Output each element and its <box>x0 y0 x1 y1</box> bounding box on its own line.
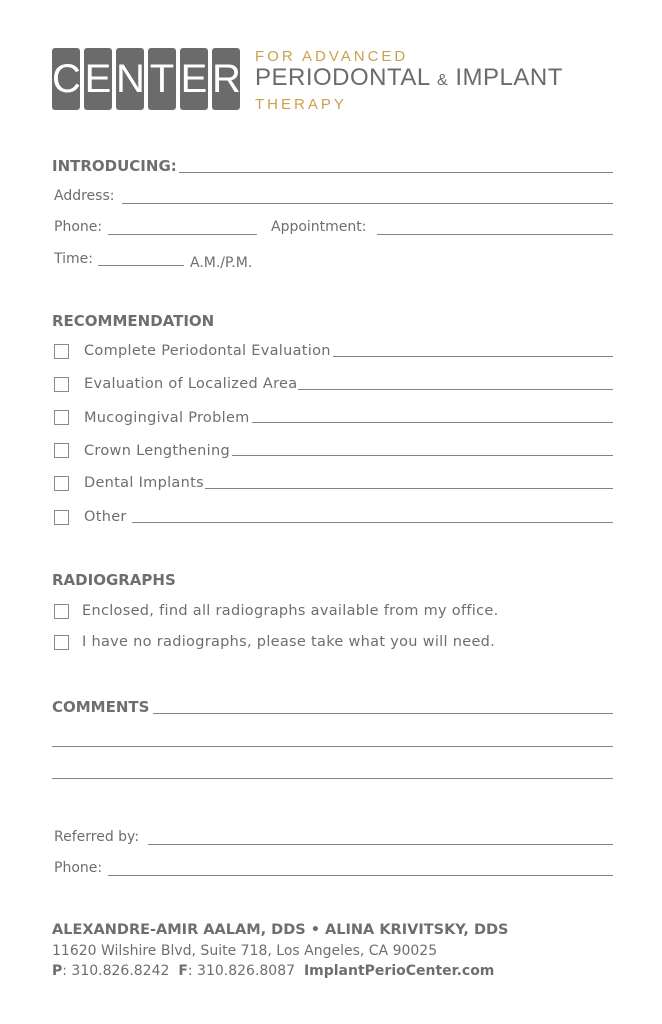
logo-letter: R <box>212 48 240 110</box>
checkbox-no-radiographs[interactable] <box>54 635 69 650</box>
introducing-field[interactable] <box>179 172 613 173</box>
referred-by-label: Referred by: <box>54 829 140 845</box>
footer-website-link[interactable]: ImplantPerioCenter.com <box>303 963 495 979</box>
logo-letter: T <box>148 48 176 110</box>
checkbox-localized-area[interactable] <box>54 377 69 392</box>
checkbox-crown-lengthening[interactable] <box>54 443 69 458</box>
checkbox-radiographs-enclosed[interactable] <box>54 604 69 619</box>
logo <box>52 48 244 110</box>
checkbox-mucogingival[interactable] <box>54 410 69 425</box>
radiographs-enclosed-label: Enclosed, find all radiographs available from my office. <box>82 603 499 619</box>
option-other-label: Other <box>84 509 127 525</box>
logo-tagline-implant: IMPLANT <box>455 64 563 91</box>
comments-field-line-3[interactable] <box>52 778 613 779</box>
referral-phone-field[interactable] <box>108 875 613 876</box>
logo-letter: E <box>180 48 208 110</box>
fax-prefix: F <box>178 963 188 979</box>
footer-phone: : 310.826.8242 <box>62 963 170 979</box>
option-dental-implants-label: Dental Implants <box>84 475 204 491</box>
comments-heading: COMMENTS <box>52 698 150 716</box>
footer-contact <box>52 963 494 979</box>
logo-tagline-amp: & <box>437 72 449 89</box>
logo-tagline-2 <box>255 64 563 92</box>
address-field[interactable] <box>122 203 613 204</box>
ampm-label: A.M./P.M. <box>190 255 253 271</box>
footer-doctors: ALEXANDRE-AMIR AALAM, DDS • ALINA KRIVITSKY, DDS <box>52 922 509 938</box>
address-label: Address: <box>54 188 115 204</box>
no-radiographs-label: I have no radiographs, please take what you will need. <box>82 634 496 650</box>
option-mucogingival-label: Mucogingival Problem <box>84 410 250 426</box>
footer-fax: : 310.826.8087 <box>187 963 296 979</box>
time-label: Time: <box>54 251 93 267</box>
option-mucogingival-field[interactable] <box>252 422 613 423</box>
introducing-heading: INTRODUCING: <box>52 157 177 175</box>
option-crown-lengthening-field[interactable] <box>232 455 613 456</box>
phone-prefix: P <box>52 963 63 979</box>
phone-field[interactable] <box>108 234 257 235</box>
logo-tagline-periodontal: PERIODONTAL <box>255 64 430 91</box>
appointment-label: Appointment: <box>271 219 367 235</box>
referred-by-field[interactable] <box>148 844 613 845</box>
logo-tagline-1: FOR ADVANCED <box>255 48 409 65</box>
option-dental-implants-field[interactable] <box>205 488 613 489</box>
option-other-field[interactable] <box>132 522 613 523</box>
option-localized-area-label: Evaluation of Localized Area <box>84 376 298 392</box>
logo-letter: E <box>84 48 112 110</box>
recommendation-heading: RECOMMENDATION <box>52 312 215 330</box>
option-periodontal-evaluation-field[interactable] <box>333 356 613 357</box>
logo-letter: C <box>52 48 80 110</box>
footer-address: 11620 Wilshire Blvd, Suite 718, Los Angeles, CA 90025 <box>52 943 438 959</box>
checkbox-dental-implants[interactable] <box>54 476 69 491</box>
time-field[interactable] <box>98 265 184 266</box>
radiographs-heading: RADIOGRAPHS <box>52 571 176 589</box>
logo-letter: N <box>116 48 144 110</box>
referral-phone-label: Phone: <box>54 860 103 876</box>
option-periodontal-evaluation-label: Complete Periodontal Evaluation <box>84 343 331 359</box>
option-localized-area-field[interactable] <box>298 389 613 390</box>
comments-field-line-2[interactable] <box>52 746 613 747</box>
option-crown-lengthening-label: Crown Lengthening <box>84 443 230 459</box>
comments-field-line-1[interactable] <box>153 713 613 714</box>
phone-label: Phone: <box>54 219 103 235</box>
appointment-field[interactable] <box>377 234 613 235</box>
checkbox-periodontal-evaluation[interactable] <box>54 344 69 359</box>
logo-tagline-3: THERAPY <box>255 96 347 113</box>
checkbox-other[interactable] <box>54 510 69 525</box>
